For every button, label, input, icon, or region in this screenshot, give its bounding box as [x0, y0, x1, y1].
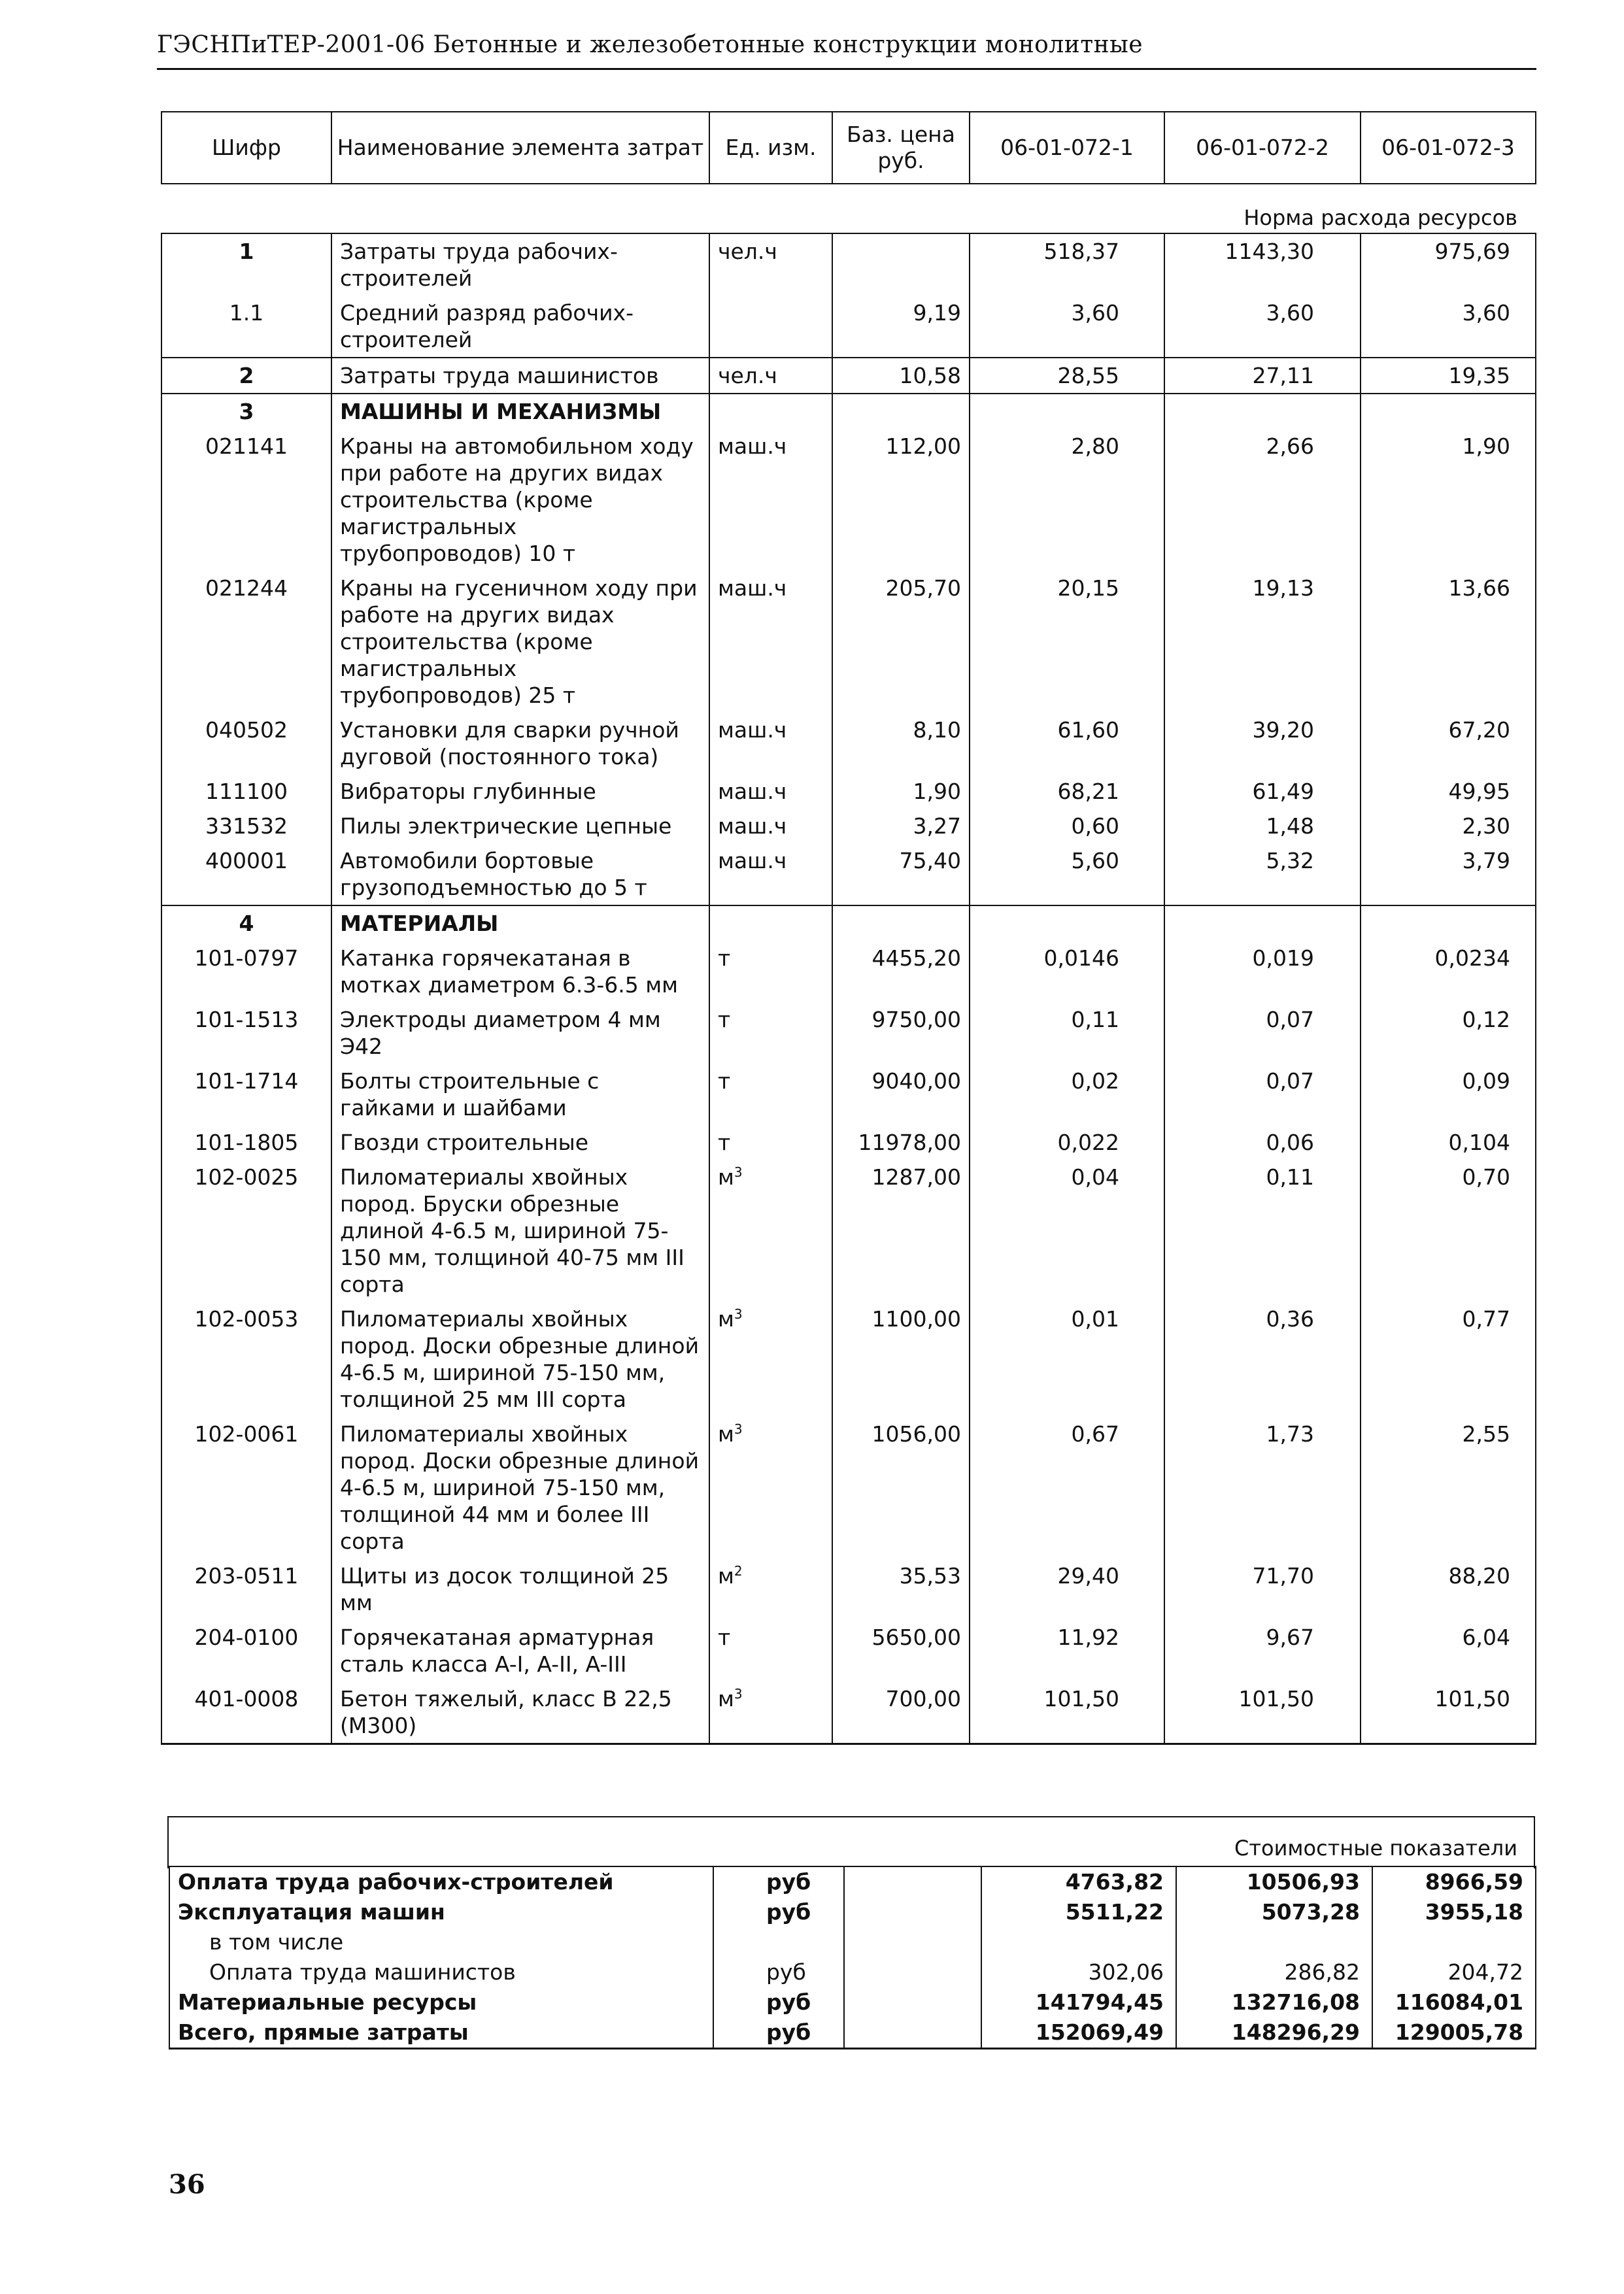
cost-row — [169, 1897, 1536, 1927]
column-header: 06-01-072-3 — [1361, 112, 1536, 184]
cost-label: Оплата труда машинистов — [169, 1957, 713, 1987]
cell-value-1: 2,80 — [970, 429, 1164, 571]
cell-code: 101-1805 — [161, 1125, 331, 1160]
unit-text: м — [718, 1686, 734, 1712]
cell-price — [832, 233, 970, 295]
table-header-row — [161, 112, 1536, 184]
cell-unit — [709, 941, 832, 1002]
cell-value-2: 1,48 — [1164, 809, 1361, 843]
unit-text: чел.ч — [718, 363, 777, 388]
cost-row — [169, 1987, 1536, 2017]
cell-unit — [709, 295, 832, 358]
cost-empty — [844, 1927, 981, 1957]
cell-value-1: 0,01 — [970, 1302, 1164, 1417]
table-row — [161, 1417, 1536, 1559]
cell-price: 112,00 — [832, 429, 970, 571]
cell-value-2: 101,50 — [1164, 1681, 1361, 1744]
cell-value-2: 39,20 — [1164, 713, 1361, 774]
cell-unit — [709, 1302, 832, 1417]
cell-value-3 — [1361, 905, 1536, 941]
cell-value-2: 3,60 — [1164, 295, 1361, 358]
cost-label: Всего, прямые затраты — [169, 2017, 713, 2049]
cell-value-3: 67,20 — [1361, 713, 1536, 774]
cost-caption-row — [169, 1816, 1536, 1866]
cell-value-1 — [970, 905, 1164, 941]
cell-unit — [709, 1417, 832, 1559]
cell-code: 2 — [161, 358, 331, 394]
table-row — [161, 394, 1536, 429]
unit-text: т — [718, 1625, 731, 1650]
column-header: 06-01-072-2 — [1164, 112, 1361, 184]
table-row — [161, 1064, 1536, 1125]
table-row — [161, 774, 1536, 809]
cell-name: Вибраторы глубинные — [331, 774, 709, 809]
cost-row — [169, 2017, 1536, 2049]
cell-value-1: 0,04 — [970, 1160, 1164, 1302]
cell-value-1: 0,0146 — [970, 941, 1164, 1002]
cell-name: МАТЕРИАЛЫ — [331, 905, 709, 941]
cell-price: 1287,00 — [832, 1160, 970, 1302]
unit-text: маш.ч — [718, 848, 787, 873]
table-row — [161, 571, 1536, 713]
cell-value-3 — [1361, 394, 1536, 429]
table-row — [161, 1160, 1536, 1302]
cell-value-1: 68,21 — [970, 774, 1164, 809]
column-header: Баз. цена руб. — [832, 112, 970, 184]
cost-value-3: 3955,18 — [1372, 1897, 1536, 1927]
cell-unit — [709, 571, 832, 713]
unit-exponent: 2 — [734, 1563, 743, 1579]
cell-unit — [709, 233, 832, 295]
cell-name: МАШИНЫ И МЕХАНИЗМЫ — [331, 394, 709, 429]
cell-code: 101-1714 — [161, 1064, 331, 1125]
cell-value-3: 0,0234 — [1361, 941, 1536, 1002]
cell-unit — [709, 843, 832, 905]
cell-value-3: 101,50 — [1361, 1681, 1536, 1744]
cell-name: Болты строительные с гайками и шайбами — [331, 1064, 709, 1125]
cost-value-1: 4763,82 — [981, 1866, 1176, 1897]
cost-value-2: 286,82 — [1176, 1957, 1372, 1987]
cell-value-2: 0,36 — [1164, 1302, 1361, 1417]
cell-value-3: 3,79 — [1361, 843, 1536, 905]
table-row — [161, 843, 1536, 905]
cell-price: 1056,00 — [832, 1417, 970, 1559]
cell-value-2: 5,32 — [1164, 843, 1361, 905]
cost-value-2: 10506,93 — [1176, 1866, 1372, 1897]
cell-value-1: 0,67 — [970, 1417, 1164, 1559]
table-row — [161, 1125, 1536, 1160]
table-row — [161, 358, 1536, 394]
cost-caption: Стоимостные показатели — [169, 1816, 1536, 1866]
cell-code: 021244 — [161, 571, 331, 713]
cell-price: 9,19 — [832, 295, 970, 358]
cost-value-2: 5073,28 — [1176, 1897, 1372, 1927]
cell-value-1: 61,60 — [970, 713, 1164, 774]
cell-value-2: 27,11 — [1164, 358, 1361, 394]
cell-value-3: 0,12 — [1361, 1002, 1536, 1064]
cell-value-3: 49,95 — [1361, 774, 1536, 809]
table-row — [161, 713, 1536, 774]
cell-unit — [709, 774, 832, 809]
unit-text: маш.ч — [718, 575, 787, 601]
cell-name: Затраты труда рабочих-строителей — [331, 233, 709, 295]
cost-row — [169, 1927, 1536, 1957]
cell-value-2: 0,07 — [1164, 1002, 1361, 1064]
cell-value-3: 13,66 — [1361, 571, 1536, 713]
cell-price: 3,27 — [832, 809, 970, 843]
cost-value-3: 116084,01 — [1372, 1987, 1536, 2017]
cost-label: Оплата труда рабочих-строителей — [169, 1866, 713, 1897]
cell-price: 1,90 — [832, 774, 970, 809]
unit-exponent: 3 — [734, 1421, 743, 1437]
unit-text: м — [718, 1306, 734, 1332]
cell-value-1: 101,50 — [970, 1681, 1164, 1744]
cost-value-1: 141794,45 — [981, 1987, 1176, 2017]
cell-code: 101-1513 — [161, 1002, 331, 1064]
table-row — [161, 1559, 1536, 1620]
cost-row — [169, 1866, 1536, 1897]
cost-value-2: 148296,29 — [1176, 2017, 1372, 2049]
page-header: ГЭСНПиТЕР-2001-06 Бетонные и железобетонные конструкции монолитные — [157, 31, 1143, 58]
cell-name: Гвозди строительные — [331, 1125, 709, 1160]
cell-name: Пиломатериалы хвойных пород. Доски обрезные длиной 4-6.5 м, шириной 75-150 мм, толщиной 44 мм и более III сорта — [331, 1417, 709, 1559]
cell-value-1: 29,40 — [970, 1559, 1164, 1620]
cell-price: 700,00 — [832, 1681, 970, 1744]
cell-code: 102-0061 — [161, 1417, 331, 1559]
unit-text: т — [718, 1007, 731, 1032]
cell-value-1: 0,60 — [970, 809, 1164, 843]
cell-value-1: 3,60 — [970, 295, 1164, 358]
cell-name: Пиломатериалы хвойных пород. Бруски обрезные длиной 4-6.5 м, шириной 75-150 мм, толщиной 40-75 мм III сорта — [331, 1160, 709, 1302]
cell-price: 11978,00 — [832, 1125, 970, 1160]
cell-value-3: 3,60 — [1361, 295, 1536, 358]
cost-empty — [844, 1866, 981, 1897]
cell-value-1: 5,60 — [970, 843, 1164, 905]
cost-value-1 — [981, 1927, 1176, 1957]
page-number: 36 — [169, 2169, 205, 2200]
cell-code: 204-0100 — [161, 1620, 331, 1681]
cost-value-3: 204,72 — [1372, 1957, 1536, 1987]
unit-text: м — [718, 1563, 734, 1589]
norm-caption: Норма расхода ресурсов — [161, 184, 1536, 233]
cell-value-2: 0,019 — [1164, 941, 1361, 1002]
column-header: Ед. изм. — [709, 112, 832, 184]
cell-value-3: 0,70 — [1361, 1160, 1536, 1302]
cell-code: 040502 — [161, 713, 331, 774]
cell-value-3: 6,04 — [1361, 1620, 1536, 1681]
table-row — [161, 295, 1536, 358]
cell-code: 102-0053 — [161, 1302, 331, 1417]
unit-text: т — [718, 1130, 731, 1155]
table-row — [161, 905, 1536, 941]
cell-price: 9750,00 — [832, 1002, 970, 1064]
cell-unit — [709, 1125, 832, 1160]
cell-unit — [709, 1160, 832, 1302]
cell-price: 4455,20 — [832, 941, 970, 1002]
unit-text: м — [718, 1421, 734, 1447]
cell-value-2: 9,67 — [1164, 1620, 1361, 1681]
unit-text: т — [718, 945, 731, 971]
cell-unit — [709, 358, 832, 394]
cell-value-1 — [970, 394, 1164, 429]
table-row — [161, 233, 1536, 295]
cost-row — [169, 1957, 1536, 1987]
unit-text: м — [718, 1164, 734, 1190]
cell-value-3: 2,30 — [1361, 809, 1536, 843]
cell-price: 1100,00 — [832, 1302, 970, 1417]
cost-value-1: 152069,49 — [981, 2017, 1176, 2049]
cell-code: 400001 — [161, 843, 331, 905]
cell-name: Пилы электрические цепные — [331, 809, 709, 843]
cell-code: 1 — [161, 233, 331, 295]
cell-value-3: 19,35 — [1361, 358, 1536, 394]
cost-value-3: 129005,78 — [1372, 2017, 1536, 2049]
cell-name: Щиты из досок толщиной 25 мм — [331, 1559, 709, 1620]
cell-name: Краны на гусеничном ходу при работе на других видах строительства (кроме магистральных трубопроводов) 25 т — [331, 571, 709, 713]
cost-value-1: 302,06 — [981, 1957, 1176, 1987]
cell-price: 9040,00 — [832, 1064, 970, 1125]
cell-unit — [709, 809, 832, 843]
cell-name: Затраты труда машинистов — [331, 358, 709, 394]
unit-exponent: 3 — [734, 1164, 743, 1180]
cell-value-2: 0,07 — [1164, 1064, 1361, 1125]
cell-name: Бетон тяжелый, класс В 22,5 (М300) — [331, 1681, 709, 1744]
cell-unit — [709, 1002, 832, 1064]
cost-unit: руб — [713, 2017, 844, 2049]
cell-unit — [709, 713, 832, 774]
cost-value-3 — [1372, 1927, 1536, 1957]
cell-value-3: 0,77 — [1361, 1302, 1536, 1417]
unit-exponent: 3 — [734, 1686, 743, 1702]
cell-price: 5650,00 — [832, 1620, 970, 1681]
cost-empty — [844, 2017, 981, 2049]
cost-value-3: 8966,59 — [1372, 1866, 1536, 1897]
cell-code: 021141 — [161, 429, 331, 571]
cell-price — [832, 394, 970, 429]
cost-label: Материальные ресурсы — [169, 1987, 713, 2017]
cell-price: 35,53 — [832, 1559, 970, 1620]
cell-price: 205,70 — [832, 571, 970, 713]
cell-name: Пиломатериалы хвойных пород. Доски обрезные длиной 4-6.5 м, шириной 75-150 мм, толщиной 25 мм III сорта — [331, 1302, 709, 1417]
cell-code: 101-0797 — [161, 941, 331, 1002]
cell-name: Горячекатаная арматурная сталь класса A-I, A-II, A-III — [331, 1620, 709, 1681]
cell-unit — [709, 1620, 832, 1681]
unit-text: т — [718, 1068, 731, 1094]
cell-value-1: 0,11 — [970, 1002, 1164, 1064]
cell-code: 331532 — [161, 809, 331, 843]
cost-label: в том числе — [169, 1927, 713, 1957]
cell-value-2: 19,13 — [1164, 571, 1361, 713]
cost-label: Эксплуатация машин — [169, 1897, 713, 1927]
cell-unit — [709, 1681, 832, 1744]
cell-value-3: 88,20 — [1361, 1559, 1536, 1620]
cell-value-3: 1,90 — [1361, 429, 1536, 571]
cell-name: Установки для сварки ручной дуговой (постоянного тока) — [331, 713, 709, 774]
table-row — [161, 941, 1536, 1002]
cell-value-2: 61,49 — [1164, 774, 1361, 809]
table-row — [161, 1302, 1536, 1417]
cell-value-1: 20,15 — [970, 571, 1164, 713]
cell-value-1: 0,02 — [970, 1064, 1164, 1125]
cost-unit: руб — [713, 1897, 844, 1927]
norm-caption-row — [161, 184, 1536, 233]
cell-price: 75,40 — [832, 843, 970, 905]
cell-value-1: 28,55 — [970, 358, 1164, 394]
cell-code: 4 — [161, 905, 331, 941]
table-row — [161, 429, 1536, 571]
cell-value-1: 518,37 — [970, 233, 1164, 295]
header-rule — [157, 68, 1536, 70]
cell-value-2: 71,70 — [1164, 1559, 1361, 1620]
cell-value-2 — [1164, 394, 1361, 429]
cost-unit — [713, 1927, 844, 1957]
cell-code: 1.1 — [161, 295, 331, 358]
cell-name: Электроды диаметром 4 мм Э42 — [331, 1002, 709, 1064]
table-row — [161, 1681, 1536, 1744]
cell-value-3: 0,104 — [1361, 1125, 1536, 1160]
cell-value-1: 11,92 — [970, 1620, 1164, 1681]
table-row — [161, 1620, 1536, 1681]
cell-value-3: 2,55 — [1361, 1417, 1536, 1559]
cost-unit: руб — [713, 1987, 844, 2017]
cell-value-2: 2,66 — [1164, 429, 1361, 571]
cost-table — [169, 1816, 1536, 2049]
unit-exponent: 3 — [734, 1306, 743, 1322]
cell-price: 10,58 — [832, 358, 970, 394]
cell-price: 8,10 — [832, 713, 970, 774]
cost-value-2: 132716,08 — [1176, 1987, 1372, 2017]
column-header: Шифр — [161, 112, 331, 184]
cell-value-2: 0,11 — [1164, 1160, 1361, 1302]
cell-code: 401-0008 — [161, 1681, 331, 1744]
cell-code: 102-0025 — [161, 1160, 331, 1302]
cell-value-3: 975,69 — [1361, 233, 1536, 295]
unit-text: чел.ч — [718, 239, 777, 264]
cell-name: Средний разряд рабочих-строителей — [331, 295, 709, 358]
cell-unit — [709, 1064, 832, 1125]
column-header: 06-01-072-1 — [970, 112, 1164, 184]
cell-code: 203-0511 — [161, 1559, 331, 1620]
cell-value-2: 1,73 — [1164, 1417, 1361, 1559]
cell-code: 111100 — [161, 774, 331, 809]
cell-name: Автомобили бортовые грузоподъемностью до 5 т — [331, 843, 709, 905]
resource-table — [161, 111, 1536, 1745]
cell-value-2: 0,06 — [1164, 1125, 1361, 1160]
cost-value-1: 5511,22 — [981, 1897, 1176, 1927]
unit-text: маш.ч — [718, 779, 787, 804]
cell-value-2: 1143,30 — [1164, 233, 1361, 295]
cell-price — [832, 905, 970, 941]
cell-unit — [709, 429, 832, 571]
cell-value-3: 0,09 — [1361, 1064, 1536, 1125]
column-header: Наименование элемента затрат — [331, 112, 709, 184]
cell-name: Катанка горячекатаная в мотках диаметром 6.3-6.5 мм — [331, 941, 709, 1002]
unit-text: маш.ч — [718, 717, 787, 743]
cell-unit — [709, 1559, 832, 1620]
cost-empty — [844, 1897, 981, 1927]
cell-unit — [709, 394, 832, 429]
unit-text: маш.ч — [718, 433, 787, 459]
cost-empty — [844, 1987, 981, 2017]
table-row — [161, 1002, 1536, 1064]
cell-code: 3 — [161, 394, 331, 429]
cost-empty — [844, 1957, 981, 1987]
cost-unit: руб — [713, 1957, 844, 1987]
cost-unit: руб — [713, 1866, 844, 1897]
cost-value-2 — [1176, 1927, 1372, 1957]
unit-text: маш.ч — [718, 813, 787, 839]
cell-value-2 — [1164, 905, 1361, 941]
cell-unit — [709, 905, 832, 941]
cell-value-1: 0,022 — [970, 1125, 1164, 1160]
table-row — [161, 809, 1536, 843]
cell-name: Краны на автомобильном ходу при работе на других видах строительства (кроме магистральных трубопроводов) 10 т — [331, 429, 709, 571]
